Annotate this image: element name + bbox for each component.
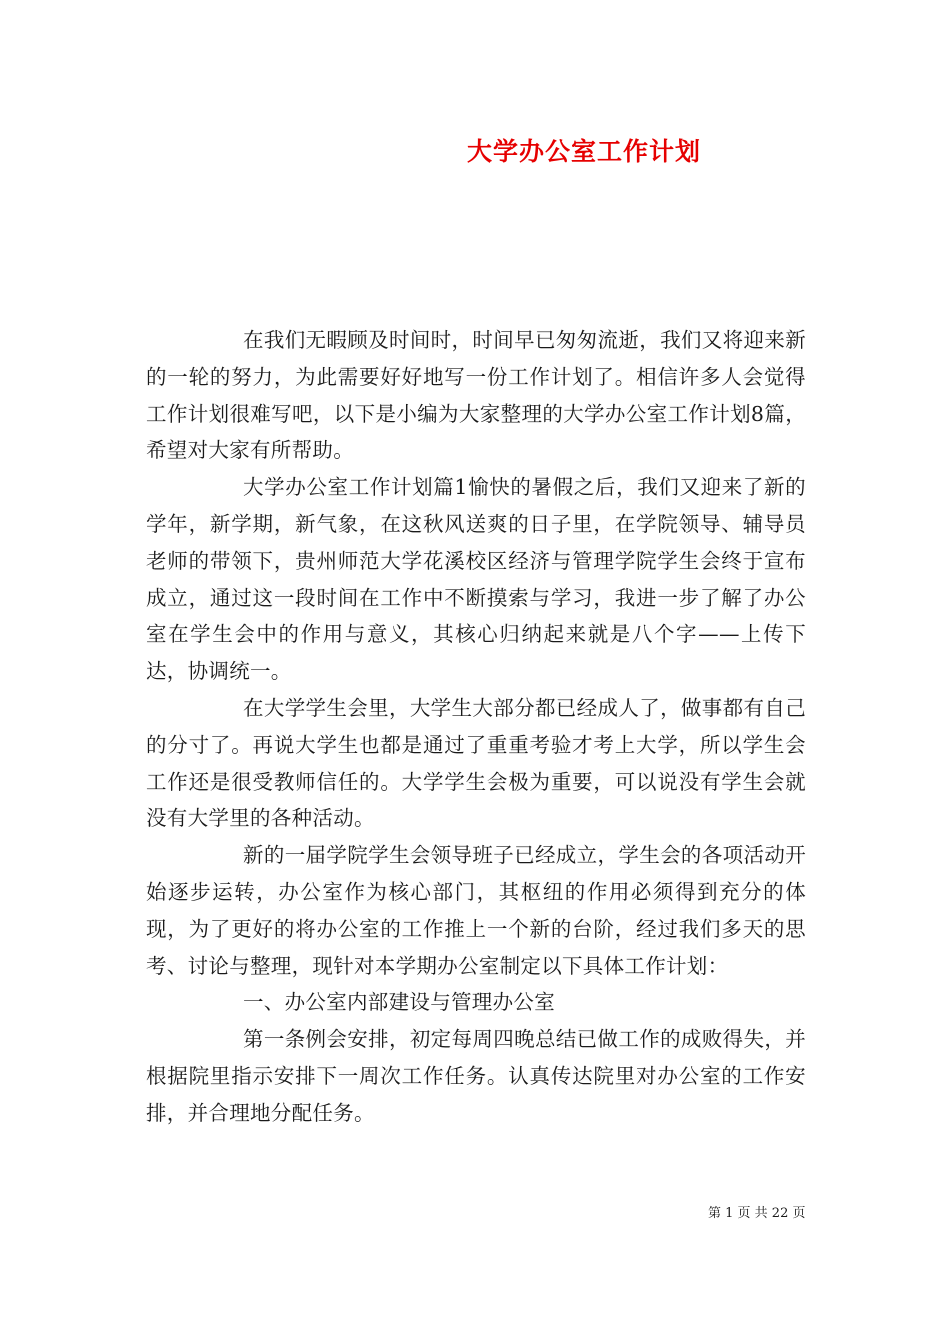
page-number: 第 1 页 共 22 页 xyxy=(708,1206,806,1221)
paragraph: 新的一届学院学生会领导班子已经成立，学生会的各项活动开始逐步运转，办公室作为核心部门，其枢纽的作用必须得到充分的体现，为了更好的将办公室的工作推上一个新的台阶，经过我们多天的思考、讨论与整理，现针对本学期办公室制定以下具体工作计划： xyxy=(146,843,806,978)
paragraph: 大学办公室工作计划篇1愉快的暑假之后，我们又迎来了新的学年，新学期，新气象，在这秋风送爽的日子里，在学院领导、辅导员老师的带领下，贵州师范大学花溪校区经济与管理学院学生会终于宣布成立，通过这一段时间在工作中不断摸索与学习，我进一步了解了办公室在学生会中的作用与意义，其核心归纳起来就是八个字——上传下达，协调统一。 xyxy=(146,475,806,684)
document-body xyxy=(146,322,806,1132)
paragraph: 第一条例会安排，初定每周四晚总结已做工作的成败得失，并根据院里指示安排下一周次工作任务。认真传达院里对办公室的工作安排，并合理地分配任务。 xyxy=(146,1027,806,1125)
paragraph: 在我们无暇顾及时间时，时间早已匆匆流逝，我们又将迎来新的一轮的努力，为此需要好好地写一份工作计划了。相信许多人会觉得工作计划很难写吧，以下是小编为大家整理的大学办公室工作计划8篇，希望对大家有所帮助。 xyxy=(146,328,806,463)
document-title: 大学办公室工作计划 xyxy=(467,137,702,166)
paragraph: 在大学学生会里，大学生大部分都已经成人了，做事都有自己的分寸了。再说大学生也都是通过了重重考验才考上大学，所以学生会工作还是很受教师信任的。大学学生会极为重要，可以说没有学生会就没有大学里的各种活动。 xyxy=(146,695,806,831)
section-heading: 一、办公室内部建设与管理办公室 xyxy=(243,990,555,1015)
